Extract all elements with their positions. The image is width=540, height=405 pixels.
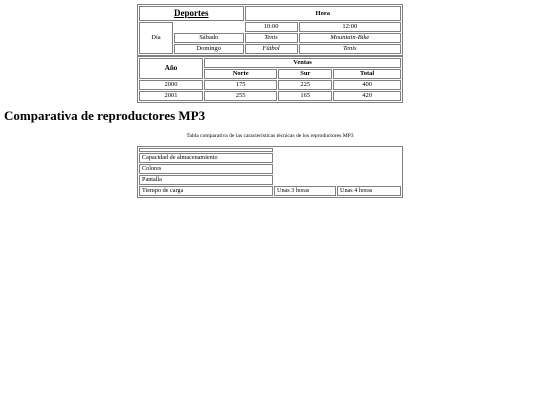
sports-title: Deportes — [139, 6, 244, 21]
feature-label: Capacidad de almacenamiento — [139, 153, 273, 163]
hora-header: Hora — [245, 6, 401, 21]
year-header: Año — [139, 58, 203, 79]
table-row — [139, 153, 401, 163]
feature-label: Tiempo de carga — [139, 186, 273, 196]
empty-header-cell — [139, 148, 273, 152]
sports-schedule-table — [137, 4, 403, 56]
dia-label: Día — [139, 22, 173, 54]
feature-label: Colores — [139, 164, 273, 174]
table-row — [139, 164, 401, 174]
value-cell: 400 — [333, 80, 401, 90]
day-sunday: Domingo — [174, 44, 244, 54]
column-header: Sur — [278, 69, 332, 79]
value-cell: Unas 3 horas — [274, 186, 336, 196]
time-1000: 10:00 — [245, 22, 298, 32]
time-1200: 12:00 — [299, 22, 401, 32]
activity-cell: Tenis — [299, 44, 401, 54]
table-caption: Tabla comparativa de las características técnicas de los reproductores MP3 — [186, 133, 354, 139]
activity-cell: Fútbol — [245, 44, 298, 54]
column-header: Norte — [204, 69, 277, 79]
value-cell: Unas 4 horas — [337, 186, 401, 196]
value-cell: 255 — [204, 91, 277, 101]
sales-table — [137, 56, 403, 103]
table-row — [139, 80, 401, 90]
value-cell: 165 — [278, 91, 332, 101]
mp3-comparison-table — [137, 146, 403, 198]
value-cell: 420 — [333, 91, 401, 101]
column-header: Total — [333, 69, 401, 79]
value-cell: 225 — [278, 80, 332, 90]
activity-cell: Tenis — [245, 33, 298, 43]
table-row — [139, 175, 401, 185]
feature-label: Pantalla — [139, 175, 273, 185]
value-cell: 175 — [204, 80, 277, 90]
table-row — [139, 91, 401, 101]
table-row — [139, 186, 401, 196]
day-saturday: Sábado — [174, 33, 244, 43]
year-cell: 2000 — [139, 80, 203, 90]
page-heading: Comparativa de reproductores MP3 — [4, 108, 206, 123]
activity-cell: Mountain-Bike — [299, 33, 401, 43]
empty-cell — [174, 22, 244, 32]
ventas-header: Ventas — [204, 58, 401, 68]
year-cell: 2001 — [139, 91, 203, 101]
